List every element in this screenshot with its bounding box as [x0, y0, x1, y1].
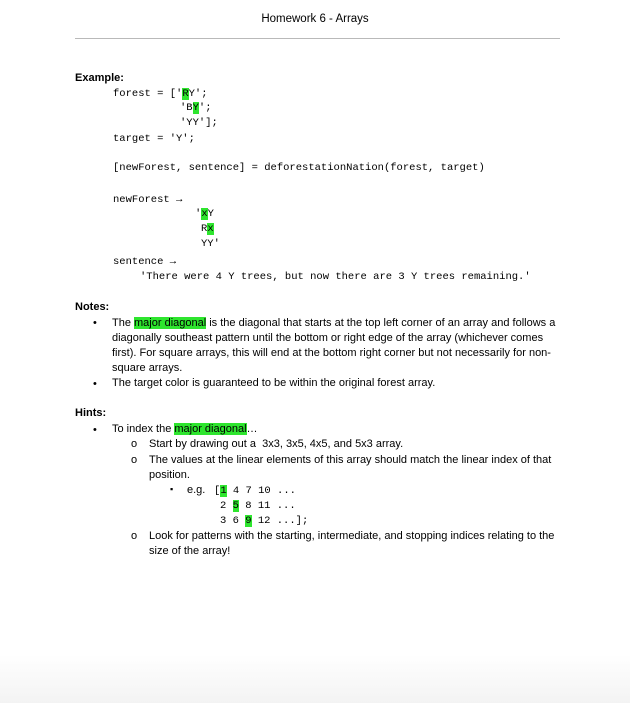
sentence-value: 'There were 4 Y trees, but now there are 3 Y trees remaining.' — [140, 271, 531, 283]
highlighted-char: 1 — [220, 485, 227, 497]
code-text: ' — [195, 208, 202, 220]
code-text: 2 — [220, 500, 233, 512]
page-title: Homework 6 - Arrays — [261, 13, 369, 25]
index-matrix-row-1 — [214, 485, 296, 497]
forest-line-3: 'YY']; — [180, 117, 218, 129]
hints-heading: Hints: — [75, 407, 107, 419]
code-text: Y — [207, 208, 214, 220]
highlighted-char: R — [182, 88, 189, 100]
example-label: e.g. — [187, 484, 206, 496]
sub-bullet-icon: o — [131, 530, 138, 542]
index-matrix-row-3 — [220, 515, 308, 527]
bullet-icon: • — [93, 317, 97, 329]
highlighted-char: x — [201, 208, 208, 220]
newforest-row-2 — [201, 223, 214, 235]
code-text: '; — [198, 102, 212, 114]
index-matrix-row-2 — [220, 500, 296, 512]
example-heading: Example: — [75, 72, 124, 84]
newforest-row-1 — [195, 208, 214, 220]
code-text: 3 6 — [220, 515, 246, 527]
highlighted-term: major diagonal — [134, 317, 207, 329]
hint-sub-patterns: Look for patterns with the starting, intermediate, and stopping indices relating to the size of the array! — [149, 530, 555, 557]
forest-line-2 — [180, 102, 212, 114]
note-target-color: The target color is guaranteed to be within the original forest array. — [112, 377, 436, 389]
hint-text: To index the — [112, 423, 175, 435]
code-text: 'B — [180, 102, 193, 114]
note-text: The — [112, 317, 135, 329]
highlighted-term: major diagonal — [174, 423, 247, 435]
sub-bullet-icon: o — [131, 454, 138, 466]
bullet-icon: • — [93, 424, 97, 436]
code-text: Y'; — [188, 88, 208, 100]
highlighted-char: 5 — [232, 500, 239, 512]
code-text: 12 ...]; — [251, 515, 309, 527]
page-bottom-shade — [0, 655, 630, 703]
highlighted-char: Y — [192, 102, 199, 114]
note-text: is the diagonal that starts at the top left corner of an array and follows a diagonally southeast pattern until the bottom or right edge of the array (whichever comes first). For square arrays, this will end at the bottom right corner but not necessarily for non-square arrays. — [112, 317, 556, 374]
forest-line-1 — [113, 88, 208, 100]
hint-sub-linear-index: The values at the linear elements of this array should match the linear index of that position. — [149, 454, 552, 481]
target-line: target = 'Y'; — [113, 133, 195, 145]
code-text: [ — [214, 485, 221, 497]
hint-index-diagonal — [112, 423, 258, 435]
newforest-label: newForest → — [113, 194, 183, 206]
header-divider — [75, 38, 560, 39]
bullet-icon: • — [93, 378, 97, 390]
highlighted-char: 9 — [245, 515, 252, 527]
note-major-diagonal — [112, 316, 564, 376]
code-text: 4 7 10 ... — [226, 485, 296, 497]
hint-sub-draw-arrays: Start by drawing out a 3x3, 3x5, 4x5, and 5x3 array. — [149, 438, 404, 450]
function-call-line: [newForest, sentence] = deforestationNation(forest, target) — [113, 162, 485, 174]
square-bullet-icon: ▪ — [170, 484, 174, 494]
code-text: forest = [' — [113, 88, 183, 100]
hint-text: … — [246, 423, 258, 435]
code-text: R — [201, 223, 208, 235]
sub-bullet-icon: o — [131, 438, 138, 450]
sentence-label: sentence → — [113, 256, 177, 268]
notes-heading: Notes: — [75, 301, 110, 313]
code-text: 8 11 ... — [238, 500, 296, 512]
highlighted-char: x — [207, 223, 214, 235]
newforest-row-3: YY' — [201, 238, 220, 250]
